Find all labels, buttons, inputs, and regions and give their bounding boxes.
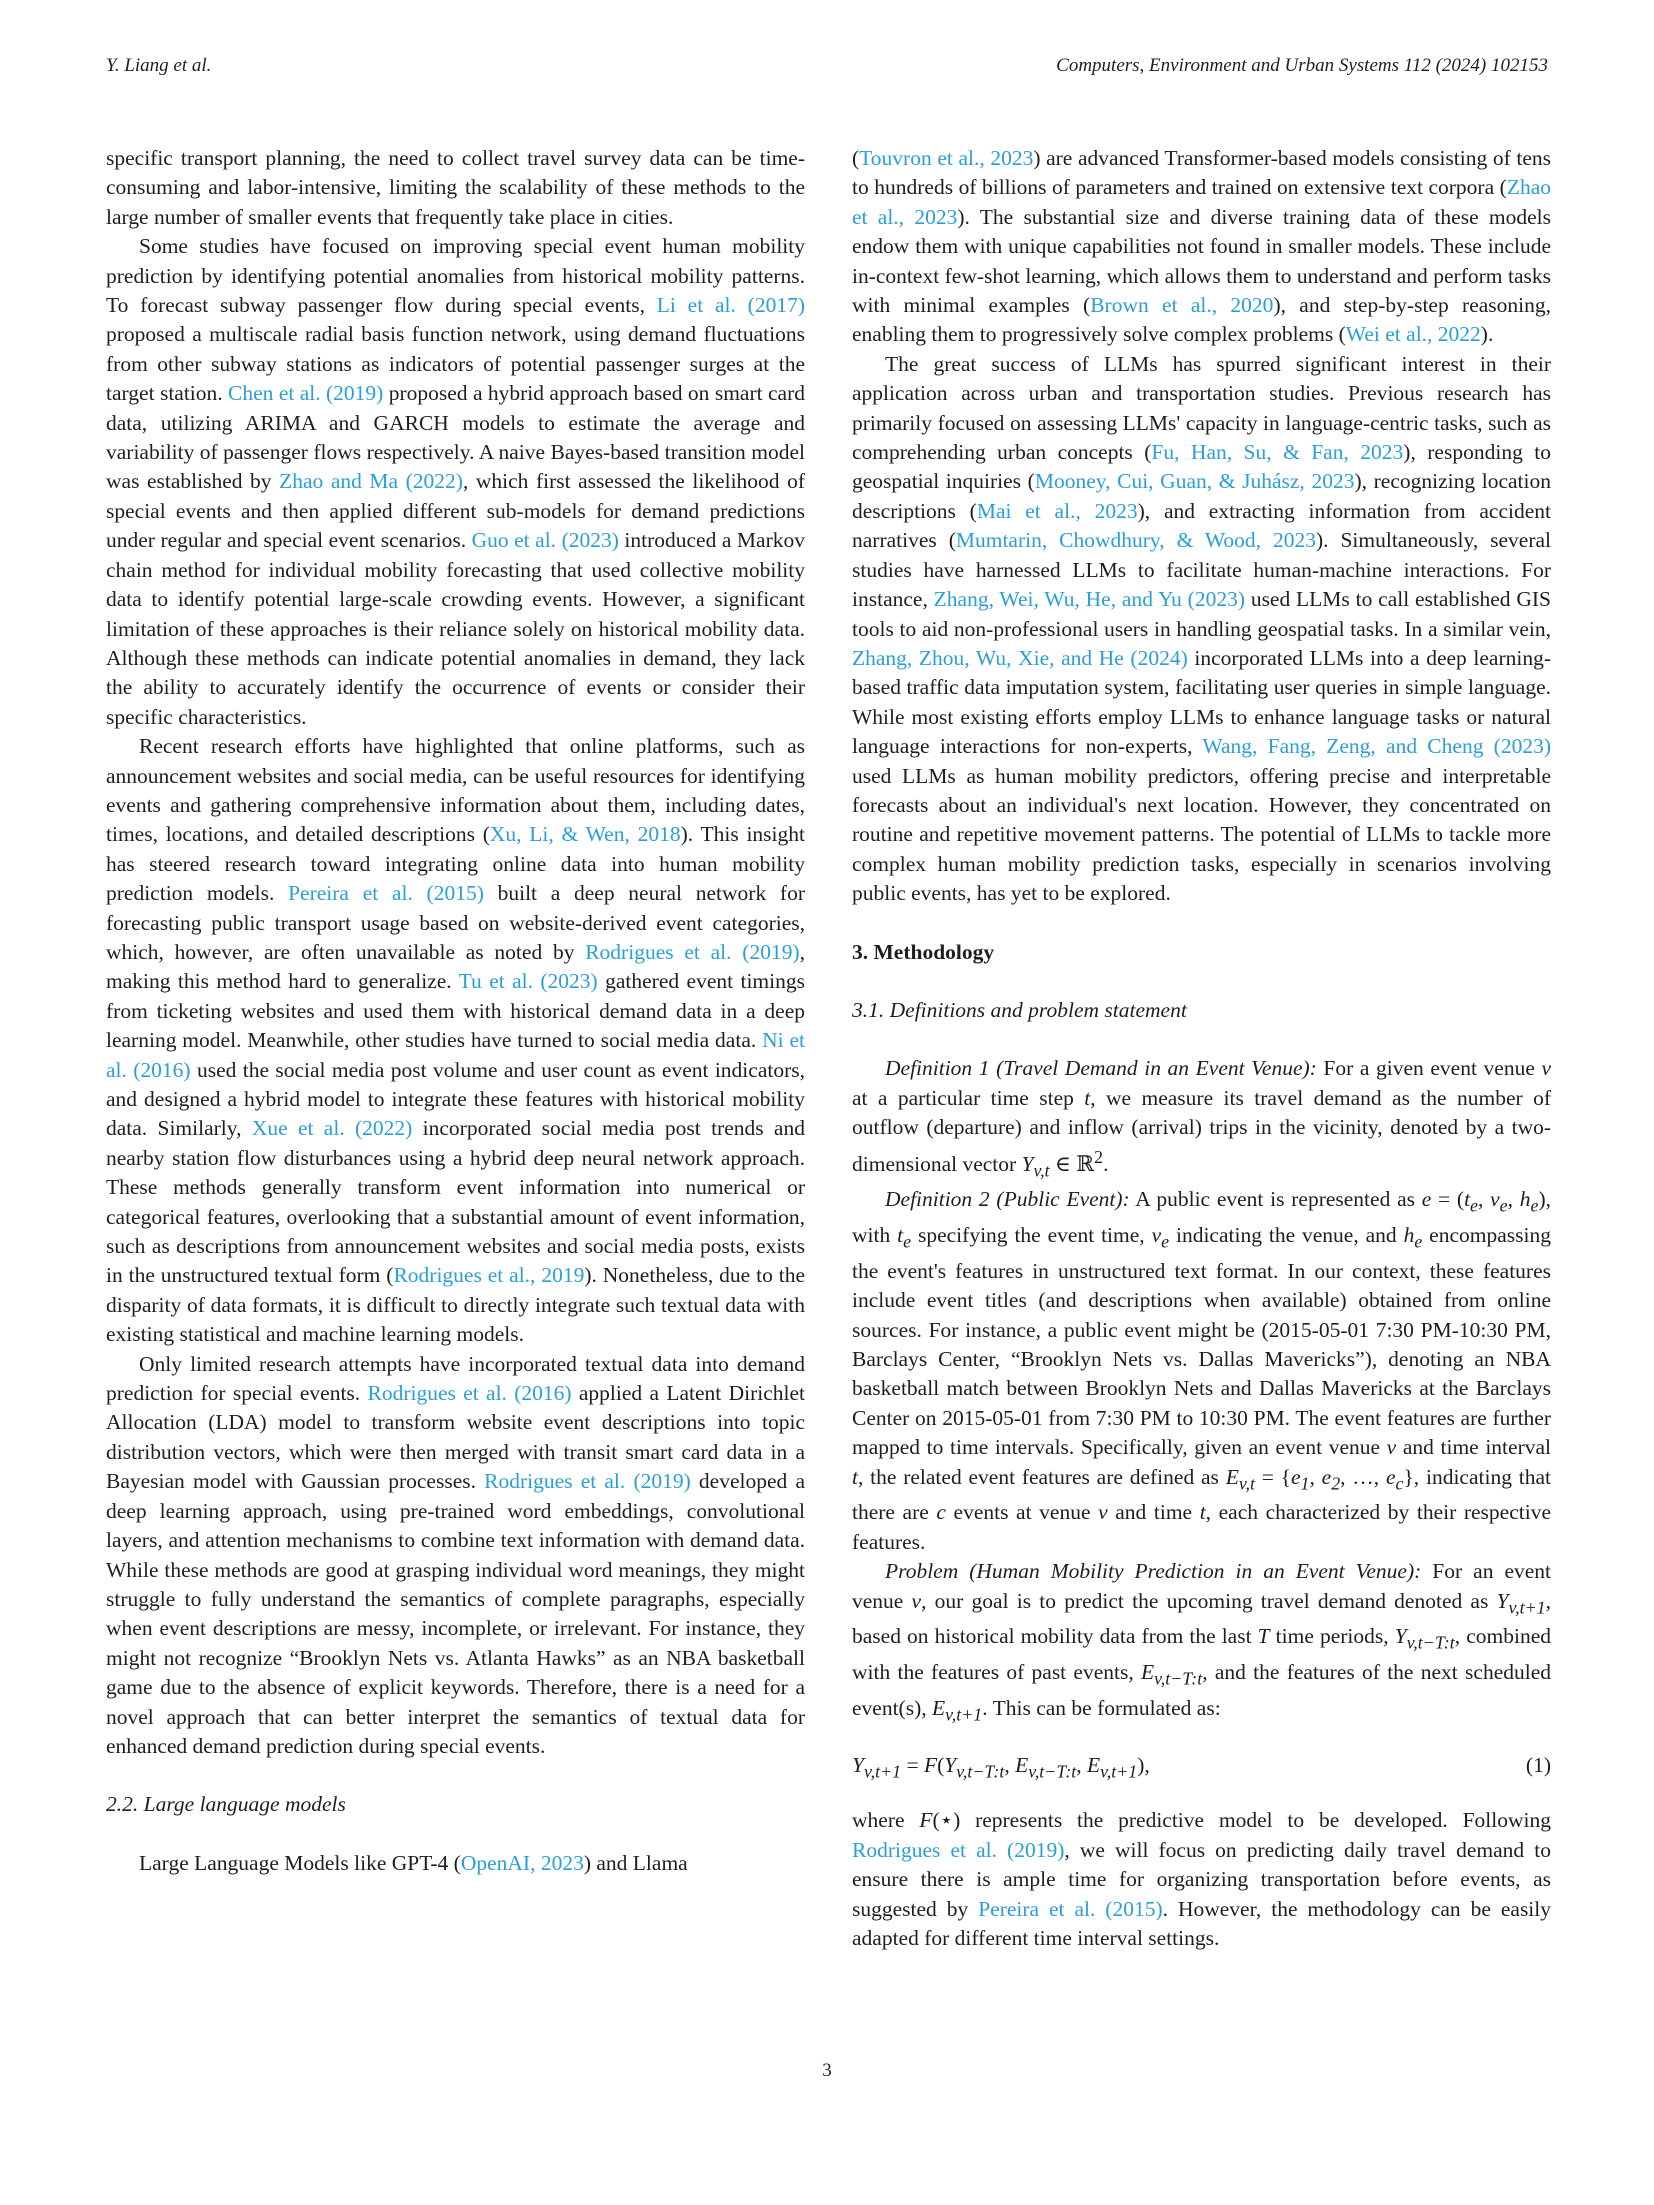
- math-symbol: t: [1199, 1500, 1206, 1525]
- citation-link[interactable]: Zhao and Ma (2022): [279, 469, 463, 494]
- equation-number: (1): [1525, 1753, 1551, 1778]
- text-run: ),: [1137, 1753, 1150, 1778]
- text-run: ), recognizing location descriptions (: [852, 469, 1551, 523]
- text-run: ,: [1004, 1753, 1016, 1778]
- math-symbol: T: [1257, 1624, 1270, 1649]
- math-subscript: v,t+1: [863, 1761, 902, 1782]
- text-run: , and the features of the next scheduled event(s),: [852, 1660, 1552, 1720]
- math-symbol: t: [852, 1464, 858, 1489]
- citation-link[interactable]: Zhang, Zhou, Wu, Xie, and He (2024): [852, 645, 1188, 670]
- paragraph: [852, 144, 1551, 350]
- citation-link[interactable]: Wei et al., 2022: [1345, 322, 1481, 347]
- text-run: ) and Llama: [583, 1850, 688, 1875]
- math-subscript: e: [1499, 1195, 1508, 1216]
- math-subscript: v,t+1: [1100, 1761, 1138, 1782]
- citation-link[interactable]: Zhao et al., 2023: [852, 175, 1551, 229]
- math-symbol: v: [1151, 1223, 1162, 1248]
- definition-1: [852, 1054, 1551, 1185]
- header-journal: Computers, Environment and Urban Systems 112 (2024) 102153: [1056, 55, 1548, 76]
- text-run: Only limited research attempts have incorporated textual data into demand prediction for special events.: [106, 1351, 805, 1406]
- paragraph: [106, 732, 805, 1350]
- citation-link[interactable]: Xu, Li, & Wen, 2018: [489, 822, 681, 847]
- text-run: ), with: [852, 1187, 1551, 1248]
- definition-term: Definition 2 (Public Event):: [885, 1187, 1130, 1212]
- math-symbol: F: [923, 1753, 938, 1778]
- math-symbol: E: [1225, 1464, 1239, 1489]
- citation-link[interactable]: Mumtarin, Chowdhury, & Wood, 2023: [955, 528, 1316, 553]
- text-run: , based on historical mobility data from the last: [852, 1588, 1552, 1649]
- math-symbol: v: [1386, 1435, 1397, 1460]
- math-symbol: v: [1490, 1187, 1500, 1212]
- text-run: ) are advanced Transformer-based models consisting of tens to hundreds of billions of parameters and trained on extensive text corpora (: [852, 146, 1551, 200]
- citation-link[interactable]: Zhang, Wei, Wu, He, and Yu (2023): [933, 587, 1245, 612]
- paragraph: [852, 1806, 1551, 1953]
- problem-statement: [852, 1557, 1551, 1729]
- math-symbol: Y: [1394, 1624, 1407, 1649]
- citation-link[interactable]: Tu et al. (2023): [458, 969, 598, 994]
- text-run: = {: [1254, 1464, 1291, 1489]
- math-symbol: t: [897, 1223, 904, 1248]
- text-run: indicating the venue, and: [1169, 1223, 1404, 1248]
- text-run: developed a deep learning approach, using pre-trained word embeddings, convolutional layers, and attention mechanisms to combine text information with demand data. While these methods are good at grasping individual word meanings, they might struggle to fully understand the semantics of complete paragraphs, especially when event descriptions are messy, incomplete, or irrelevant. For instance, they might not recognize “Brooklyn Nets vs. Atlanta Hawks” as an NBA basketball game due to the absence of explicit keywords. Therefore, there is a need for a novel approach that can better interpret the semantics of textual data for enhanced demand prediction during special events.: [106, 1469, 805, 1758]
- definition-text: [852, 1187, 1551, 1553]
- citation-link[interactable]: Fu, Han, Su, & Fan, 2023: [1151, 440, 1404, 465]
- citation-link[interactable]: Chen et al. (2019): [228, 381, 384, 406]
- text-run: ,: [1507, 1187, 1520, 1212]
- text-run: and time interval: [1396, 1435, 1552, 1460]
- text-run: For a given event venue: [1316, 1056, 1542, 1081]
- citation-link[interactable]: Rodrigues et al. (2016): [367, 1381, 572, 1406]
- text-run: , we will focus on predicting daily travel demand to ensure there is ample time for organizing transportation before events, as suggested by: [852, 1837, 1551, 1921]
- text-run: .: [1103, 1151, 1109, 1176]
- text-run: incorporated social media post trends and nearby station flow disturbances using a hybrid deep neural network approach. These methods generally transform event information into numerical or categorical features, overlooking that a substantial amount of event information, such as descriptions from announcement websites and social media posts, exists in the unstructured textual form (: [106, 1116, 805, 1288]
- text-run: =: [901, 1753, 924, 1778]
- text-run: , the related event features are defined as: [857, 1464, 1226, 1489]
- text-run: time periods,: [1269, 1624, 1395, 1649]
- text-run: at a particular time step: [852, 1085, 1085, 1110]
- section-heading-3: 3. Methodology: [852, 939, 995, 964]
- citation-link[interactable]: Rodrigues et al. (2019): [585, 939, 800, 964]
- text-run: introduced a Markov chain method for individual mobility forecasting that used collective mobility data to identify potential large-scale crowding events. However, a significant limitation of these approaches is their reliance solely on historical mobility data. Although these methods can indicate potential anomalies in demand, they lack the ability to accurately identify the occurrence of events or consider their specific characteristics.: [106, 528, 805, 729]
- text-run: ∈ ℝ: [1049, 1151, 1095, 1176]
- citation-link[interactable]: Ni et al. (2016): [106, 1028, 805, 1082]
- text-run: . However, the methodology can be easily adapted for different time interval settings.: [852, 1896, 1552, 1951]
- equation-1: [852, 1751, 1551, 1784]
- math-subscript: 2: [1331, 1473, 1341, 1493]
- problem-text: [852, 1559, 1552, 1725]
- text-run: incorporated LLMs into a deep learning-based traffic data imputation system, facilitating user queries in simple language. While most existing efforts employ LLMs to enhance language tasks or natural language interactions for non-experts,: [852, 645, 1551, 759]
- math-symbol: Y: [1496, 1588, 1509, 1613]
- paragraph: [106, 1849, 805, 1878]
- citation-link[interactable]: Wang, Fang, Zeng, and Cheng (2023): [1202, 734, 1551, 759]
- math-symbol: Y: [944, 1753, 957, 1778]
- math-subscript: e: [903, 1231, 912, 1252]
- math-symbol: h: [1519, 1187, 1531, 1212]
- math-symbol: v: [911, 1588, 922, 1613]
- text-run: ), and extracting information from accident narratives (: [852, 498, 1552, 553]
- math-symbol: Y: [1021, 1151, 1034, 1176]
- math-subscript: v,t: [1238, 1473, 1255, 1493]
- text-run: ).: [1480, 322, 1494, 347]
- text-run: For an event venue: [852, 1559, 1551, 1613]
- paragraph: specific transport planning, the need to collect travel survey data can be time-consuming and labor-intensive, limiting the scalability of these methods to the large number of smaller events that frequently take place in cities.: [106, 146, 805, 229]
- math-subscript: 1: [1300, 1473, 1310, 1493]
- citation-link[interactable]: Touvron et al., 2023: [859, 146, 1034, 170]
- citation-link[interactable]: OpenAI, 2023: [460, 1850, 584, 1875]
- math-symbol: e: [1290, 1464, 1301, 1489]
- math-subscript: v,t+1: [1508, 1596, 1546, 1617]
- equation-body: [852, 1751, 1150, 1787]
- right-column: [852, 144, 1551, 1953]
- text-run: , our goal is to predict the upcoming travel demand denoted as: [921, 1588, 1497, 1613]
- math-subscript: c: [1395, 1473, 1404, 1493]
- math-symbol: E: [1015, 1753, 1029, 1778]
- text-run: , we measure its travel demand as the number of outflow (departure) and inflow (arrival) trips in the vicinity, denoted by a two-dimensional vector: [852, 1085, 1551, 1176]
- text-run: (: [937, 1753, 945, 1778]
- citation-link[interactable]: Rodrigues et al. (2019): [852, 1837, 1065, 1862]
- section-heading-3-1: 3.1. Definitions and problem statement: [852, 997, 1187, 1022]
- math-subscript: v,t+1: [945, 1704, 983, 1725]
- citation-link[interactable]: Pereira et al. (2015): [288, 881, 484, 906]
- math-symbol: t: [1464, 1187, 1471, 1212]
- math-subscript: e: [1470, 1195, 1478, 1216]
- math-symbol: v: [1098, 1500, 1108, 1525]
- section-heading-2-2: 2.2. Large language models: [106, 1792, 346, 1817]
- citation-link[interactable]: Guo et al. (2023): [471, 528, 619, 553]
- math-subscript: v,t−T:t: [1154, 1668, 1203, 1689]
- text-run: proposed a hybrid approach based on smart card data, utilizing ARIMA and GARCH models to estimate the average and variability of passenger flows respectively. A naive Bayes-based transition model was established by: [106, 381, 805, 494]
- math-symbol: E: [1141, 1660, 1155, 1685]
- math-subscript: v,t−T:t: [1406, 1632, 1455, 1653]
- citation-link[interactable]: Li et al. (2017): [656, 293, 805, 318]
- math-symbol: c: [936, 1500, 946, 1525]
- citation-link[interactable]: Mai et al., 2023: [976, 498, 1138, 523]
- text-run: used the social media post volume and user count as event indicators, and designed a hybrid model to integrate these features with historical mobility data. Similarly,: [106, 1057, 805, 1141]
- math-symbol: e: [1321, 1464, 1332, 1489]
- text-run: where: [852, 1808, 920, 1833]
- definition-term: Definition 1 (Travel Demand in an Event Venue):: [885, 1056, 1317, 1081]
- text-run: = (: [1431, 1187, 1465, 1212]
- text-run: used LLMs to call established GIS tools to aid non-professional users in handling geospatial tasks. In a similar vein,: [852, 587, 1551, 641]
- text-run: (⋆) represents the predictive model to be developed. Following: [932, 1808, 1551, 1833]
- citation-link[interactable]: Xue et al. (2022): [251, 1116, 413, 1141]
- citation-link[interactable]: Pereira et al. (2015): [978, 1896, 1163, 1921]
- math-symbol: E: [1087, 1753, 1101, 1778]
- text-run: ), responding to geospatial inquiries (: [852, 440, 1551, 494]
- citation-link[interactable]: Mooney, Cui, Guan, & Juhász, 2023: [1034, 469, 1355, 494]
- text-run: ). Simultaneously, several studies have harnessed LLMs to facilitate human-machine interactions. For instance,: [852, 528, 1552, 612]
- text-run: , each characterized by their respective features.: [852, 1500, 1551, 1554]
- page-number: 3: [822, 2060, 832, 2081]
- math-symbol: Y: [852, 1753, 864, 1778]
- citation-link[interactable]: Rodrigues et al. (2019): [484, 1469, 691, 1494]
- text-run: , making this method hard to generalize.: [106, 939, 805, 994]
- text-run: The great success of LLMs has spurred significant interest in their application across urban and transportation studies. Previous research has primarily focused on assessing LLMs' capacity in language-centric tasks, such as comprehending urban concepts (: [852, 351, 1551, 465]
- running-head: [106, 55, 1548, 85]
- math-symbol: e: [1385, 1464, 1396, 1489]
- math-symbol: e: [1421, 1187, 1432, 1212]
- math-subscript: v,t−T:t: [956, 1761, 1005, 1782]
- math-subscript: v,t−T:t: [1028, 1761, 1077, 1782]
- text-run: (: [852, 146, 860, 170]
- math-subscript: e: [1530, 1195, 1539, 1216]
- text-run: used LLMs as human mobility predictors, offering precise and interpretable forecasts about an individual's next location. However, they concentrated on routine and repetitive movement patterns. The potential of LLMs to tackle more complex human mobility prediction tasks, especially in scenarios involving public events, has yet to be explored.: [852, 763, 1551, 906]
- citation-link[interactable]: Rodrigues et al., 2019: [393, 1263, 585, 1288]
- text-run: gathered event timings from ticketing websites and used them with historical demand data in a deep learning model. Meanwhile, other studies have turned to social media data.: [106, 969, 805, 1053]
- text-run: proposed a multiscale radial basis function network, using demand fluctuations from other subway stations as indicators of potential passenger surges at the target station.: [106, 322, 805, 406]
- definition-2: [852, 1185, 1551, 1557]
- text-run: ). The substantial size and diverse training data of these models endow them with unique capabilities not found in smaller models. These include in-context few-shot learning, which allows them to understand and perform tasks with minimal examples (: [852, 204, 1551, 318]
- text-run: Some studies have focused on improving special event human mobility prediction by identifying potential anomalies from historical mobility patterns. To forecast subway passenger flow during special events,: [106, 234, 805, 318]
- text-run: ,: [1478, 1187, 1491, 1212]
- text-run: A public event is represented as: [1129, 1187, 1422, 1212]
- math-symbol: t: [1084, 1085, 1091, 1110]
- math-subscript: e: [1414, 1231, 1423, 1252]
- text-run: ,: [1309, 1464, 1322, 1489]
- text-run: ). This insight has steered research toward integrating online data into human mobility prediction models.: [106, 822, 805, 906]
- text-run: , combined with the features of past events,: [852, 1624, 1551, 1685]
- header-authors: Y. Liang et al.: [106, 55, 212, 76]
- text-run: encompassing the event's features in unstructured text format. In our context, these features include event titles (and descriptions when available) obtained from online sources. For instance, a public event might be (2015-05-01 7:30 PM-10:30 PM, Barclays Center, “Brooklyn Nets vs. Dallas Mavericks”), denoting an NBA basketball match between Brooklyn Nets and Dallas Mavericks at the Barclays Center on 2015-05-01 from 7:30 PM to 10:30 PM. The event features are further mapped to time intervals. Specifically, given an event venue: [852, 1223, 1551, 1460]
- math-symbol: E: [932, 1695, 946, 1720]
- paragraph: [106, 232, 805, 732]
- citation-link[interactable]: Brown et al., 2020: [1090, 293, 1274, 318]
- left-column: [106, 144, 805, 1878]
- text-run: applied a Latent Dirichlet Allocation (LDA) model to transform website event descriptions into topic distribution vectors, which were then merged with transit smart card data in a Bayesian model with Gaussian processes.: [106, 1381, 805, 1494]
- text-run: Large Language Models like GPT-4 (: [139, 1850, 461, 1875]
- text-run: events at venue: [945, 1500, 1099, 1525]
- text-run: . This can be formulated as:: [982, 1695, 1221, 1720]
- paragraph: [852, 350, 1551, 909]
- text-run: ). Nonetheless, due to the disparity of data formats, it is difficult to directly integrate such textual data with existing statistical and machine learning models.: [106, 1263, 805, 1347]
- text-run: and time: [1107, 1500, 1200, 1525]
- paragraph: [106, 1350, 805, 1762]
- math-superscript: 2: [1094, 1146, 1104, 1167]
- text-run: , …,: [1340, 1464, 1386, 1489]
- text-run: Recent research efforts have highlighted that online platforms, such as announcement websites and social media, can be useful resources for identifying events and gathering comprehensive information about them, including dates, times, locations, and detailed descriptions (: [106, 734, 805, 847]
- text-run: ), and step-by-step reasoning, enabling them to progressively solve complex problems (: [852, 293, 1551, 347]
- math-symbol: v: [1541, 1056, 1551, 1081]
- text-run: , which first assessed the likelihood of special events and then applied different sub-models for demand predictions under regular and special event scenarios.: [106, 469, 805, 553]
- problem-term: Problem (Human Mobility Prediction in an Event Venue):: [885, 1559, 1422, 1584]
- math-symbol: h: [1403, 1223, 1415, 1248]
- math-symbol: F: [919, 1808, 933, 1833]
- math-subscript: e: [1161, 1231, 1170, 1252]
- text-run: specifying the event time,: [911, 1223, 1152, 1248]
- text-run: ,: [1076, 1753, 1088, 1778]
- text-run: built a deep neural network for forecasting public transport usage based on website-derived event categories, which, however, are often unavailable as noted by: [106, 881, 805, 964]
- math-subscript: v,t: [1033, 1160, 1050, 1181]
- text-run: }, indicating that there are: [852, 1464, 1551, 1525]
